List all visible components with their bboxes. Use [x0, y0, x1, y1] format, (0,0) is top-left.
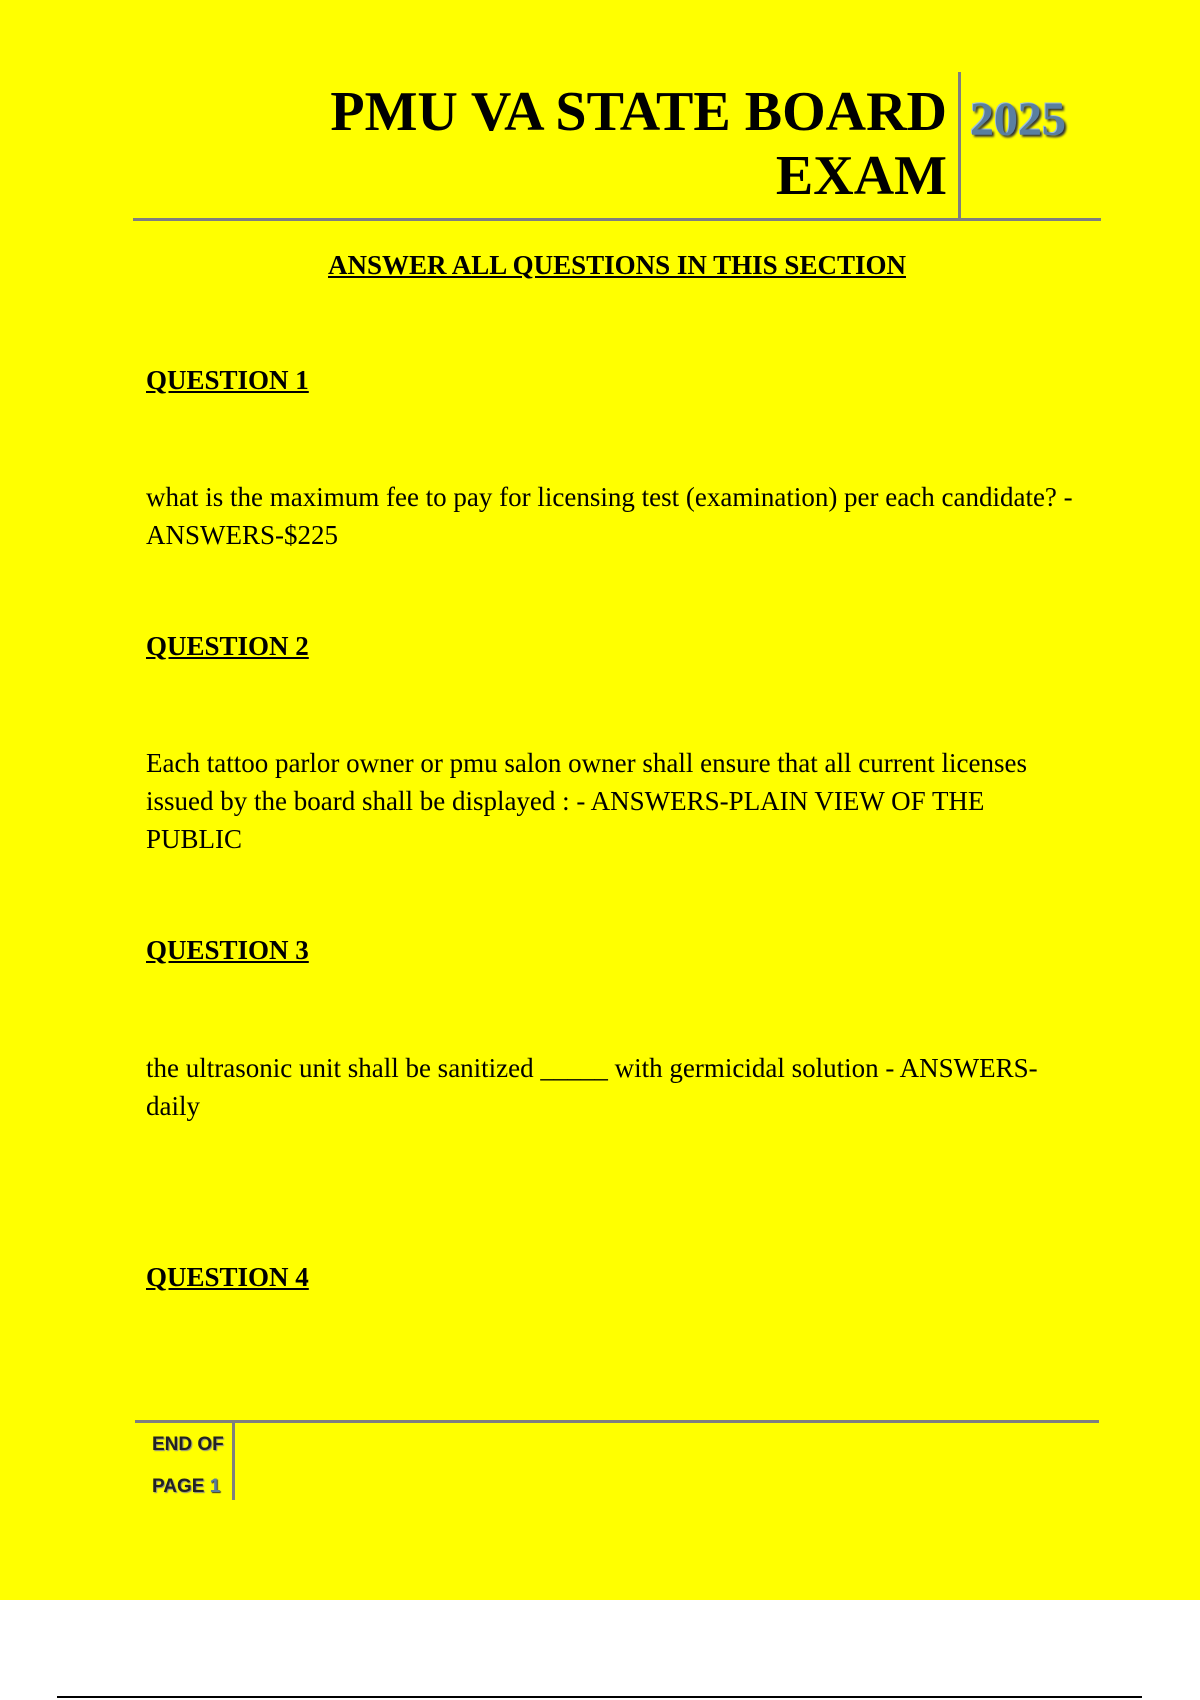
- bottom-rule: [57, 1696, 1142, 1698]
- footer-divider-vertical: [232, 1420, 235, 1500]
- footer-page-label: PAGE: [152, 1476, 205, 1497]
- question-4-heading: QUESTION 4: [146, 1262, 309, 1292]
- question-2-heading: QUESTION 2: [146, 631, 309, 661]
- question-1-text: what is the maximum fee to pay for licensing test (examination) per each candidate? - ANSWERS-$225: [146, 482, 1073, 550]
- question-3-heading: QUESTION 3: [146, 935, 309, 965]
- question-3-text: the ultrasonic unit shall be sanitized _____ with germicidal solution - ANSWERS-daily: [146, 1053, 1038, 1121]
- header-divider-vertical: [958, 72, 961, 220]
- document-title: [200, 80, 947, 208]
- section-heading: ANSWER ALL QUESTIONS IN THIS SECTION: [328, 250, 906, 280]
- footer-page-number: 1: [209, 1476, 221, 1497]
- footer-divider-horizontal: [135, 1420, 1099, 1423]
- question-1-heading: QUESTION 1: [146, 365, 309, 395]
- footer-end-of: END OF: [152, 1434, 224, 1455]
- header-divider-horizontal: [133, 218, 1101, 221]
- header-year: 2025: [970, 93, 1066, 146]
- document-title-line1: PMU VA STATE BOARD: [330, 81, 947, 143]
- question-2-text: Each tattoo parlor owner or pmu salon owner shall ensure that all current licenses issued by the board shall be displayed : - ANSWERS-PLAIN VIEW OF THE PUBLIC: [146, 748, 1027, 854]
- footer-page-line: [152, 1466, 232, 1508]
- document-title-line2: EXAM: [775, 145, 947, 207]
- page-footer: [152, 1424, 232, 1508]
